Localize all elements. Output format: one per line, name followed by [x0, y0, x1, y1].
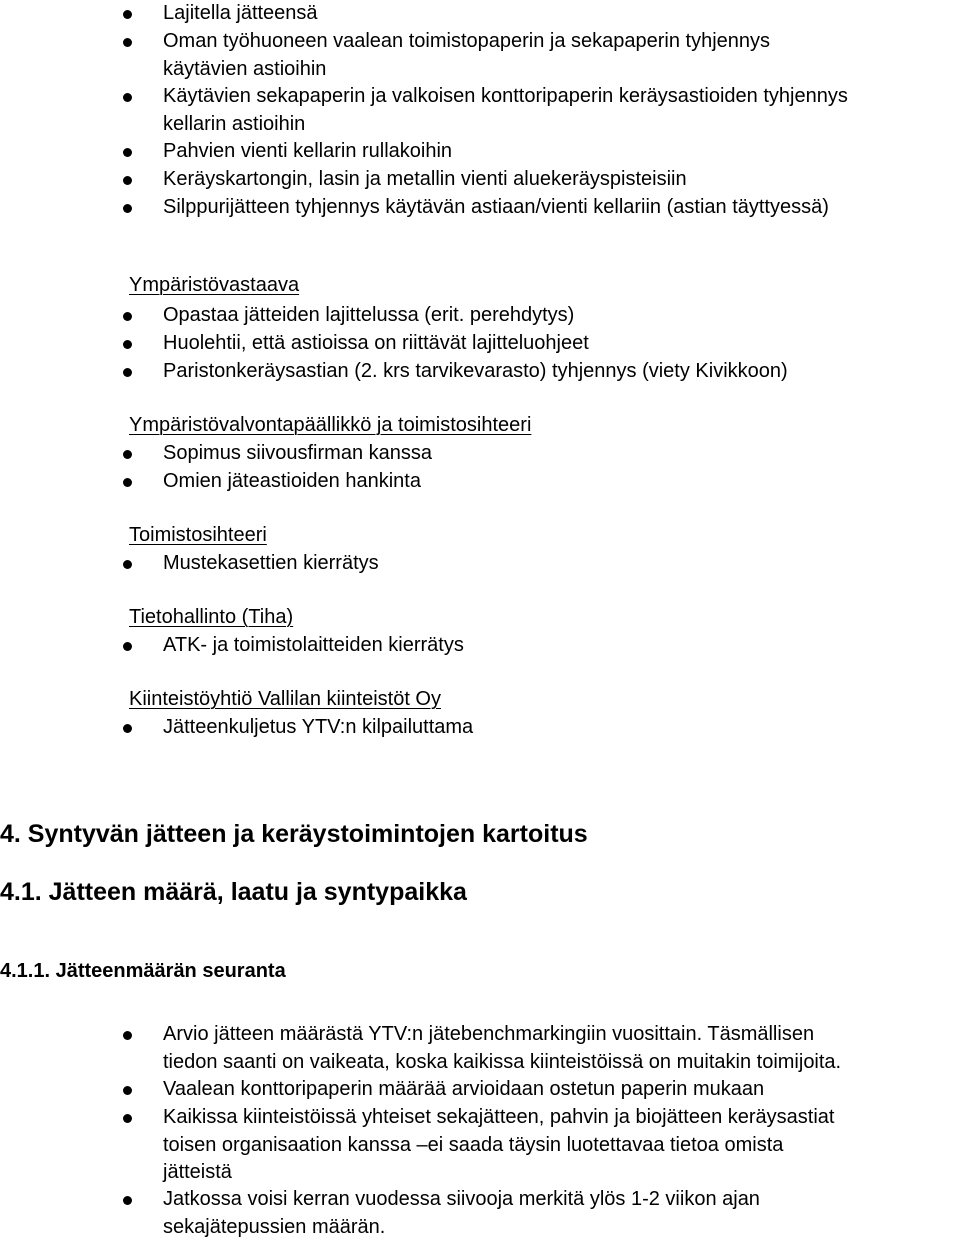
list-item-text: [163, 1104, 958, 1187]
bullet-icon: [123, 724, 132, 733]
list-item-line: ATK- ja toimistolaitteiden kierrätys: [163, 632, 958, 660]
list-item-line: Omien jäteastioiden hankinta: [163, 468, 958, 496]
bullet-icon: [123, 450, 132, 459]
list-item-line: Käytävien sekapaperin ja valkoisen konttoripaperin keräysastioiden tyhjennys: [163, 83, 958, 111]
list-item-line: Pahvien vienti kellarin rullakoihin: [163, 138, 958, 166]
section-heading-ymparistovastaava: Ympäristövastaava: [129, 272, 299, 300]
bullet-icon: [123, 1196, 132, 1205]
list-item-line: Keräyskartongin, lasin ja metallin vienti aluekeräyspisteisiin: [163, 166, 958, 194]
bullet-icon: [123, 176, 132, 185]
list-item-text: [163, 358, 958, 386]
list-item-text: [163, 138, 958, 166]
list-item-text: [163, 550, 958, 578]
list-item-line: toisen organisaation kanssa –ei saada täysin luotettavaa tietoa omista: [163, 1132, 958, 1160]
list-item-line: Silppurijätteen tyhjennys käytävän astiaan/vienti kellariin (astian täyttyessä): [163, 194, 958, 222]
bullet-icon: [123, 642, 132, 651]
list-item-text: [163, 1021, 958, 1076]
list-item-text: [163, 194, 958, 222]
list-item-line: jätteistä: [163, 1159, 958, 1187]
bullet-icon: [123, 148, 132, 157]
section-title-4-1-1: 4.1.1. Jätteenmäärän seuranta: [0, 960, 286, 983]
list-item-line: Oman työhuoneen vaalean toimistopaperin ja sekapaperin tyhjennys: [163, 28, 958, 56]
list-item-line: tiedon saanti on vaikeata, koska kaikissa kiinteistöissä on muitakin toimijoita.: [163, 1049, 958, 1077]
list-item-line: Huolehtii, että astioissa on riittävät lajitteluohjeet: [163, 330, 958, 358]
bullet-icon: [123, 368, 132, 377]
list-item-line: Vaalean konttoripaperin määrää arvioidaan ostetun paperin mukaan: [163, 1076, 958, 1104]
list-item-line: käytävien astioihin: [163, 56, 958, 84]
list-item-line: Opastaa jätteiden lajittelussa (erit. perehdytys): [163, 302, 958, 330]
list-item-line: Mustekasettien kierrätys: [163, 550, 958, 578]
bullet-icon: [123, 1086, 132, 1095]
bullet-icon: [123, 560, 132, 569]
list-item-line: Paristonkeräysastian (2. krs tarvikevarasto) tyhjennys (viety Kivikkoon): [163, 358, 958, 386]
list-item-text: [163, 28, 958, 83]
list-item-text: [163, 83, 958, 138]
list-item-line: kellarin astioihin: [163, 111, 958, 139]
list-item-text: [163, 0, 958, 28]
bullet-icon: [123, 93, 132, 102]
list-item-line: Lajitella jätteensä: [163, 0, 958, 28]
section-title-4-1: 4.1. Jätteen määrä, laatu ja syntypaikka: [0, 878, 467, 907]
section-heading-tietohallinto: Tietohallinto (Tiha): [129, 604, 293, 632]
section-title-4: 4. Syntyvän jätteen ja keräystoimintojen kartoitus: [0, 820, 588, 849]
list-item-line: sekajätepussien määrän.: [163, 1214, 958, 1241]
bullet-icon: [123, 10, 132, 19]
section-heading-toimistosihteeri: Toimistosihteeri: [129, 522, 267, 550]
bullet-icon: [123, 312, 132, 321]
list-item-text: [163, 302, 958, 330]
section-heading-kiinteistoyhtio: Kiinteistöyhtiö Vallilan kiinteistöt Oy: [129, 686, 441, 714]
bullet-icon: [123, 478, 132, 487]
list-item-line: Arvio jätteen määrästä YTV:n jätebenchmarkingiin vuosittain. Täsmällisen: [163, 1021, 958, 1049]
bullet-icon: [123, 1114, 132, 1123]
list-item-line: Kaikissa kiinteistöissä yhteiset sekajätteen, pahvin ja biojätteen keräysastiat: [163, 1104, 958, 1132]
list-item-line: Jatkossa voisi kerran vuodessa siivooja merkitä ylös 1-2 viikon ajan: [163, 1186, 958, 1214]
list-item-line: Jätteenkuljetus YTV:n kilpailuttama: [163, 714, 958, 742]
bullet-icon: [123, 38, 132, 47]
list-item-text: [163, 632, 958, 660]
list-item-text: [163, 440, 958, 468]
bullet-icon: [123, 340, 132, 349]
list-item-text: [163, 166, 958, 194]
list-item-line: Sopimus siivousfirman kanssa: [163, 440, 958, 468]
bullet-icon: [123, 204, 132, 213]
bullet-icon: [123, 1031, 132, 1040]
list-item-text: [163, 468, 958, 496]
list-item-text: [163, 1076, 958, 1104]
section-heading-paallikko: Ympäristövalvontapäällikkö ja toimistosihteeri: [129, 412, 531, 440]
list-item-text: [163, 714, 958, 742]
list-item-text: [163, 1186, 958, 1241]
list-item-text: [163, 330, 958, 358]
